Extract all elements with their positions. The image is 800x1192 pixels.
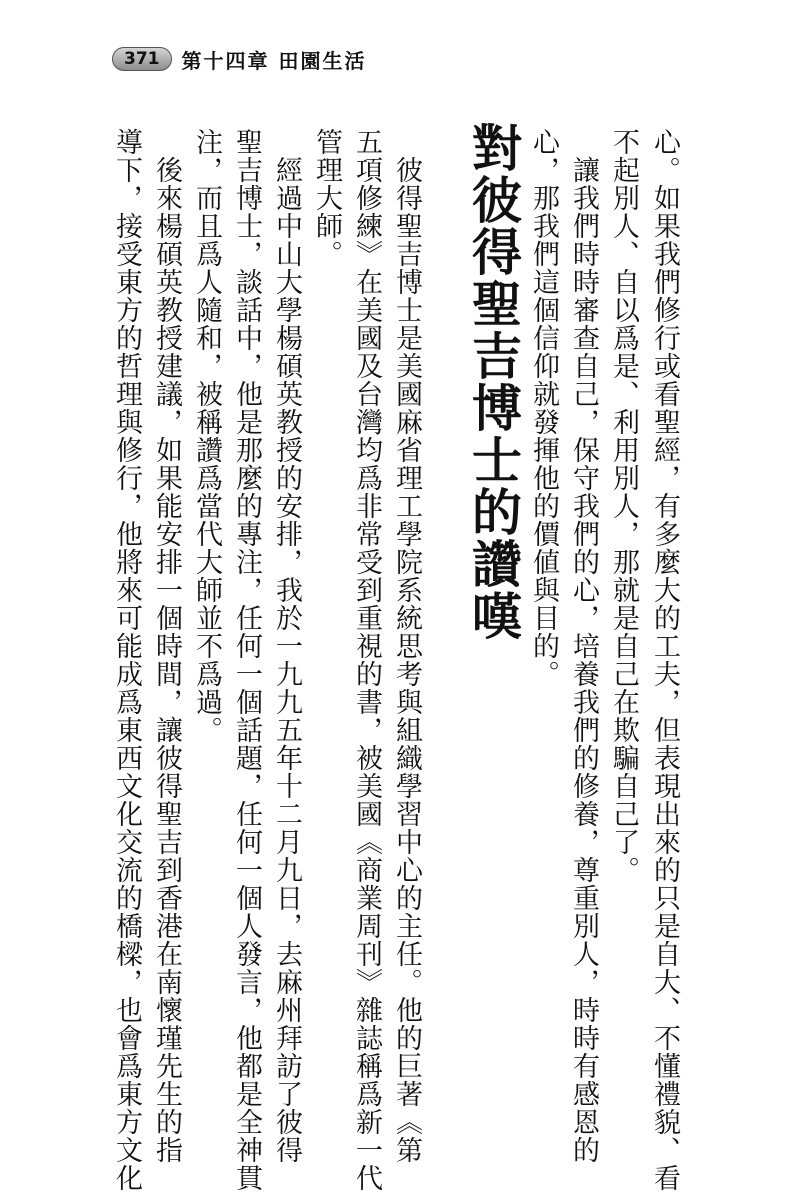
page-number-badge: 371 <box>112 47 172 71</box>
text-column: 經過中山大學楊碩英教授的安排，我於一九九五年十二月九日，去麻州拜訪了彼得 <box>271 128 302 1164</box>
text-column: 心。如果我們修行或看聖經，有多麼大的工夫，但表現出來的只是自大、不懂禮貌、看 <box>649 128 680 1192</box>
text-column: 五項修練》在美國及台灣均爲非常受到重視的書，被美國《商業周刊》雜誌稱爲新一代 <box>351 128 382 1192</box>
section-title: 對彼得聖吉博士的讚嘆 <box>464 122 522 642</box>
text-column: 注，而且爲人隨和，被稱讚爲當代大師並不爲過。 <box>191 128 222 744</box>
text-column: 後來楊碩英教授建議，如果能安排一個時間，讓彼得聖吉到香港在南懷瑾先生的指 <box>151 128 182 1164</box>
text-column: 彼得聖吉博士是美國麻省理工學院系統思考與組織學習中心的主任。他的巨著《第 <box>391 128 422 1164</box>
chapter-title: 第十四章 田園生活 <box>181 48 367 73</box>
text-column: 導下，接受東方的哲理與修行，他將來可能成爲東西文化交流的橋樑，也會爲東方文化 <box>111 128 142 1192</box>
text-column: 讓我們時時審查自己，保守我們的心，培養我們的修養，尊重別人，時時有感恩的 <box>568 128 599 1164</box>
text-column: 不起別人、自以爲是、利用別人，那就是自己在欺騙自己了。 <box>608 128 639 884</box>
running-header <box>112 44 366 74</box>
text-column: 管理大師。 <box>311 128 342 268</box>
text-column: 聖吉博士，談話中，他是那麼的專注，任何一個話題，任何一個人發言，他都是全神貫 <box>231 128 262 1192</box>
text-column: 心，那我們這個信仰就發揮他的價値與目的。 <box>528 128 559 688</box>
